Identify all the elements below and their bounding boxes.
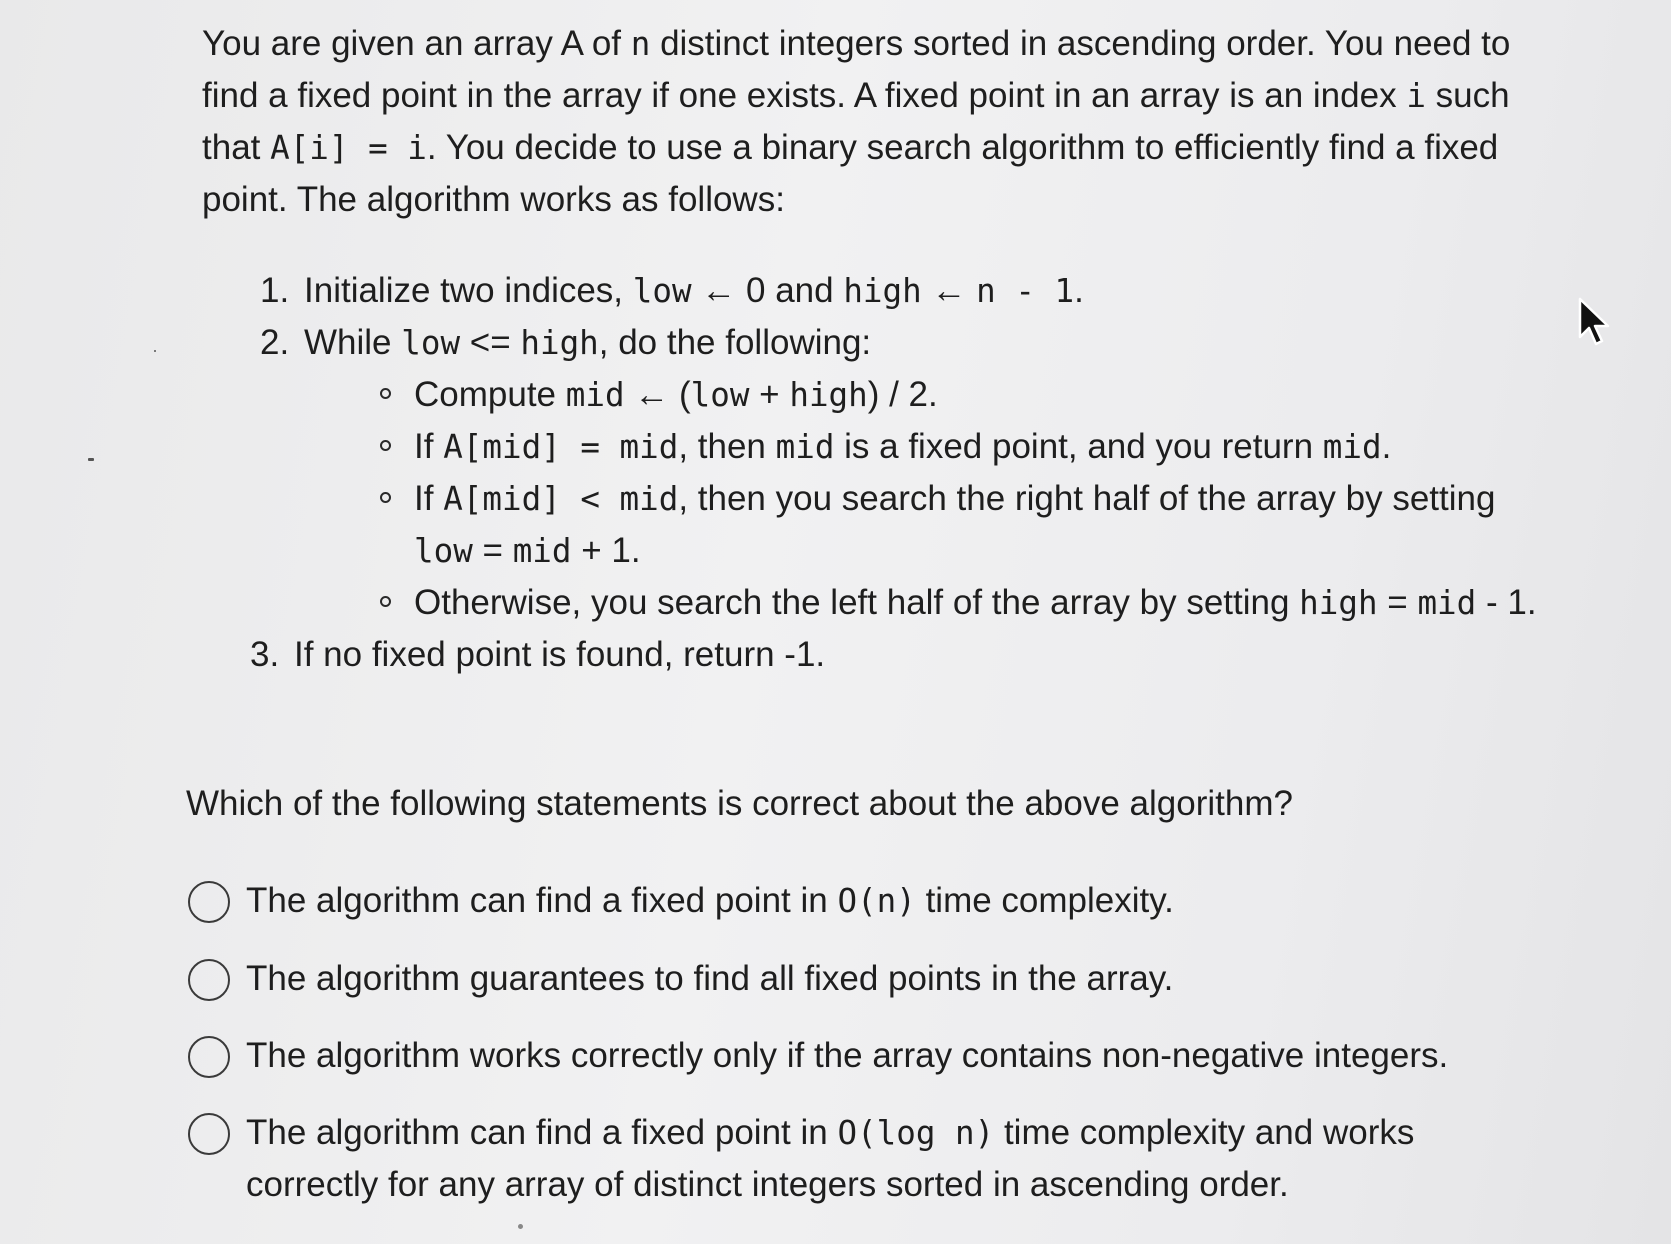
- code-big-o-log-n: O(log n): [837, 1114, 995, 1152]
- step-text: ) / 2.: [867, 375, 938, 414]
- step-text: +: [749, 375, 790, 414]
- code-a-mid-equals-mid: A[mid] = mid: [443, 428, 679, 466]
- code-mid: mid: [775, 428, 835, 466]
- radio-button[interactable]: [188, 959, 230, 1001]
- option-text: time complexity and works correctly for any array of distinct integers sorted in ascending order.: [246, 1113, 1415, 1204]
- intro-code-n: n: [630, 25, 651, 63]
- step-2-substeps: [378, 369, 1550, 629]
- code-high: high: [1299, 584, 1378, 622]
- answer-option-4[interactable]: [186, 1107, 1486, 1210]
- hollow-bullet-icon: [380, 492, 391, 503]
- code-n-minus-1: n - 1: [976, 272, 1075, 310]
- option-text: time complexity.: [915, 881, 1174, 920]
- step-text: <=: [460, 323, 521, 362]
- option-text: The algorithm can find a fixed point in: [246, 881, 838, 920]
- intro-code-expr: A[i] = i: [270, 129, 427, 167]
- hollow-bullet-icon: [380, 596, 391, 607]
- screen-speck: [518, 1224, 523, 1229]
- radio-button[interactable]: [188, 881, 230, 923]
- step-text: , do the following:: [598, 323, 872, 362]
- step-2: [260, 317, 1550, 369]
- intro-text-4: . You decide to use a binary search algorithm to efficiently find a fixed point. The algorithm works as follows:: [202, 128, 1499, 219]
- step-text: If: [414, 479, 444, 518]
- hollow-bullet-icon: [380, 440, 391, 451]
- hollow-bullet-icon: [380, 388, 391, 399]
- step-text: Initialize two indices,: [304, 271, 633, 310]
- option-text: The algorithm guarantees to find all fixed points in the array.: [246, 959, 1174, 998]
- step-text: .: [1074, 271, 1084, 310]
- step-1: [260, 265, 1550, 317]
- code-low: low: [401, 324, 461, 362]
- screen-speck: [88, 458, 94, 461]
- intro-code-i: i: [1406, 77, 1426, 115]
- step-text: Compute: [414, 375, 566, 414]
- option-text: The algorithm works correctly only if the array contains non-negative integers.: [246, 1036, 1449, 1075]
- intro-text-2: distinct integers sorted in ascending order. You need to find a fixed point in the array if one exists. A fixed point in an array is an index: [202, 24, 1511, 115]
- step-text: If no fixed point is found, return -1.: [294, 635, 826, 674]
- step-text: ← (: [624, 375, 691, 414]
- code-mid: mid: [1322, 428, 1382, 466]
- answer-option-2[interactable]: [186, 953, 1486, 1004]
- code-high: high: [843, 272, 922, 310]
- code-high: high: [789, 376, 868, 414]
- substep-less-case: [378, 473, 1550, 577]
- code-low: low: [690, 376, 750, 414]
- step-text: While: [304, 323, 402, 362]
- step-text: =: [1377, 583, 1418, 622]
- question-prompt: Which of the following statements is correct about the above algorithm?: [186, 784, 1293, 823]
- step-text: .: [1381, 427, 1392, 466]
- substep-equal-case: [378, 421, 1550, 473]
- step-text: , then you search the right half of the array by setting: [678, 479, 1496, 518]
- problem-statement: [202, 18, 1572, 225]
- answer-option-1[interactable]: [186, 875, 1486, 927]
- step-number: 1.: [260, 271, 290, 310]
- step-text: - 1.: [1476, 583, 1537, 622]
- step-text: =: [472, 531, 513, 570]
- code-mid: mid: [1417, 584, 1477, 622]
- step-text: ← 0 and: [691, 271, 844, 310]
- step-text: Otherwise, you search the left half of the array by setting: [414, 583, 1300, 622]
- intro-text-3: such that: [202, 76, 1510, 167]
- answer-options: [186, 875, 1486, 1236]
- code-low: low: [632, 272, 692, 310]
- answer-option-3[interactable]: [186, 1030, 1486, 1081]
- step-number: 2.: [260, 323, 290, 362]
- step-text: + 1.: [571, 531, 641, 570]
- code-mid: mid: [512, 532, 572, 570]
- step-text: is a fixed point, and you return: [834, 427, 1323, 466]
- screen-speck: [154, 350, 156, 352]
- option-text: The algorithm can find a fixed point in: [246, 1113, 838, 1152]
- radio-button[interactable]: [188, 1113, 230, 1155]
- algorithm-steps: [250, 265, 1550, 680]
- step-text: If: [414, 427, 444, 466]
- radio-button[interactable]: [188, 1036, 230, 1078]
- intro-text-1: You are given an array A of: [202, 24, 631, 63]
- step-text: ←: [921, 271, 977, 310]
- code-low: low: [414, 532, 473, 570]
- code-big-o-n: O(n): [837, 882, 916, 920]
- substep-otherwise-case: [378, 577, 1550, 629]
- code-mid: mid: [565, 376, 625, 414]
- step-number: 3.: [250, 635, 280, 674]
- code-high: high: [520, 324, 599, 362]
- step-text: , then: [678, 427, 776, 466]
- mouse-pointer-icon: [1578, 297, 1612, 347]
- step-3: [250, 629, 1550, 680]
- substep-compute-mid: [378, 369, 1550, 421]
- code-a-mid-less-mid: A[mid] < mid: [443, 480, 679, 518]
